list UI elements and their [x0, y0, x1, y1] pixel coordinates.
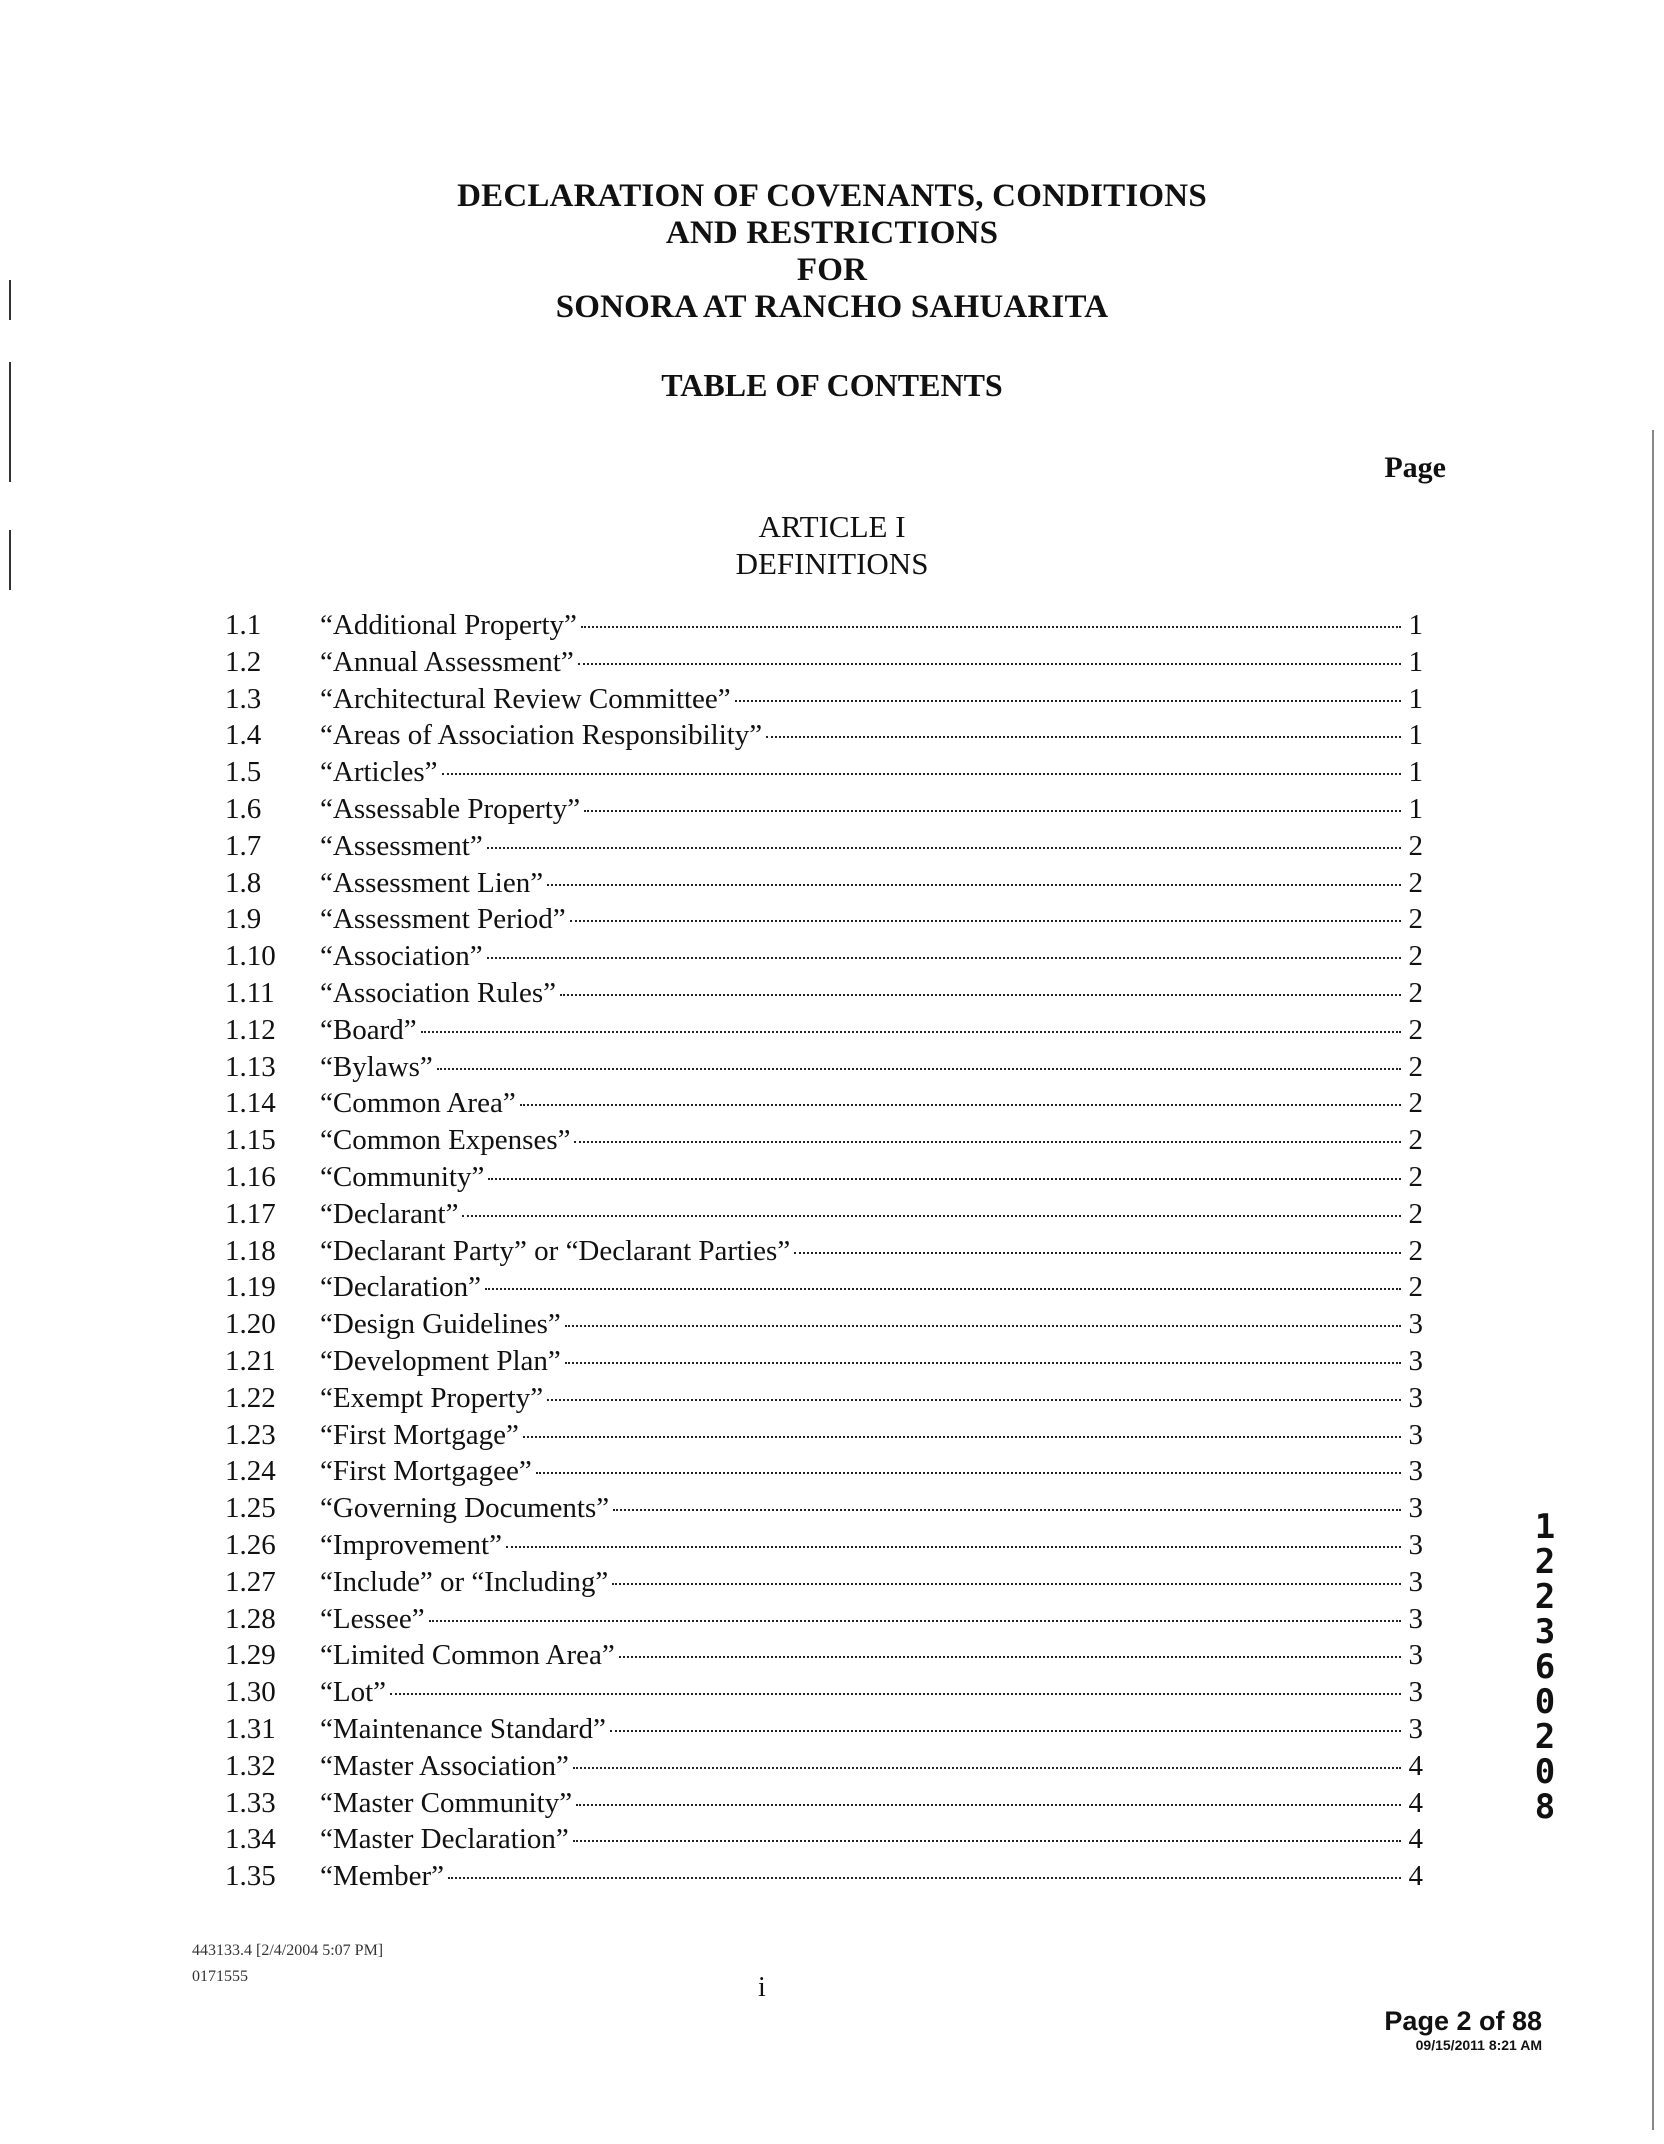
toc-entry	[225, 1601, 1423, 1638]
toc-entry-label: “Association”	[320, 940, 483, 973]
toc-entry	[225, 1748, 1423, 1785]
toc-entry-label: “First Mortgage”	[320, 1418, 519, 1451]
toc-entry-page: 3	[1408, 1418, 1423, 1451]
toc-entry-number: 1.11	[225, 976, 275, 1009]
toc-entry-number: 1.22	[225, 1381, 276, 1414]
footer-doc-id: 443133.4 [2/4/2004 5:07 PM]	[192, 1942, 384, 1959]
toc-dot-leader	[485, 1288, 1401, 1290]
toc-entry-label: “Include” or “Including”	[320, 1565, 609, 1598]
toc-entry-label: “Assessment Period”	[320, 903, 566, 936]
toc-entry-page: 1	[1408, 682, 1423, 715]
toc-entry	[225, 1527, 1423, 1564]
footer-document-id	[192, 1938, 383, 1990]
toc-dot-leader	[390, 1693, 1401, 1695]
toc-entry	[225, 1159, 1423, 1196]
toc-entry	[225, 1049, 1423, 1086]
toc-entry-page: 2	[1408, 866, 1423, 899]
toc-entry-page: 2	[1408, 903, 1423, 936]
toc-entry	[225, 1269, 1423, 1306]
toc-entry-label: “Board”	[320, 1013, 417, 1046]
toc-entry-page: 3	[1408, 1565, 1423, 1598]
toc-dot-leader	[584, 810, 1401, 812]
toc-entry	[225, 1306, 1423, 1343]
toc-heading: TABLE OF CONTENTS	[661, 367, 1003, 403]
toc-entry-label: “Association Rules”	[320, 976, 556, 1009]
toc-entry-page: 1	[1408, 756, 1423, 789]
toc-dot-leader	[523, 1436, 1401, 1438]
toc-entry-number: 1.25	[225, 1492, 276, 1525]
toc-entry-label: “Member”	[320, 1860, 444, 1893]
toc-entry-label: “Declarant Party” or “Declarant Parties”	[320, 1234, 791, 1267]
page-counter-timestamp: 09/15/2011 8:21 AM	[1415, 2037, 1542, 2053]
toc-entry-number: 1.14	[225, 1087, 276, 1120]
toc-entry-label: “Common Area”	[320, 1087, 516, 1120]
toc-dot-leader	[574, 1141, 1401, 1143]
toc-list	[225, 607, 1423, 1895]
toc-entry-page: 2	[1408, 829, 1423, 862]
toc-entry-label: “Architectural Review Committee”	[320, 682, 731, 715]
toc-dot-leader	[612, 1583, 1401, 1585]
toc-entry-page: 4	[1408, 1786, 1423, 1819]
toc-entry	[225, 975, 1423, 1012]
title-line: SONORA AT RANCHO SAHUARITA	[555, 289, 1109, 325]
toc-dot-leader	[565, 1362, 1401, 1364]
toc-entry	[225, 1012, 1423, 1049]
toc-entry-number: 1.26	[225, 1528, 276, 1561]
toc-entry-page: 3	[1408, 1308, 1423, 1341]
toc-dot-leader	[794, 1252, 1401, 1254]
toc-entry-label: “Areas of Association Responsibility”	[320, 719, 763, 752]
toc-entry	[225, 901, 1423, 938]
toc-entry-number: 1.9	[225, 903, 262, 936]
toc-dot-leader	[570, 920, 1401, 922]
toc-entry-page: 2	[1408, 1050, 1423, 1083]
toc-dot-leader	[576, 1804, 1401, 1806]
toc-dot-leader	[429, 1620, 1401, 1622]
toc-entry-label: “Design Guidelines”	[320, 1308, 561, 1341]
toc-entry-page: 2	[1408, 1234, 1423, 1267]
toc-entry-label: “Development Plan”	[320, 1344, 561, 1377]
toc-dot-leader	[448, 1877, 1401, 1879]
toc-entry-page: 2	[1408, 976, 1423, 1009]
toc-entry-label: “Master Declaration”	[320, 1823, 569, 1856]
toc-entry-number: 1.30	[225, 1676, 276, 1709]
toc-entry-label: “Master Association”	[320, 1749, 569, 1782]
toc-entry-label: “Maintenance Standard”	[320, 1712, 606, 1745]
toc-dot-leader	[547, 1399, 1401, 1401]
toc-entry-number: 1.16	[225, 1160, 276, 1193]
toc-entry-page: 2	[1408, 1124, 1423, 1157]
toc-entry-page: 4	[1408, 1823, 1423, 1856]
title-line: AND RESTRICTIONS	[665, 215, 999, 251]
toc-dot-leader	[487, 957, 1401, 959]
toc-entry-label: “Governing Documents”	[320, 1492, 610, 1525]
toc-entry-page: 3	[1408, 1639, 1423, 1672]
toc-dot-leader	[487, 847, 1401, 849]
toc-entry	[225, 1453, 1423, 1490]
toc-dot-leader	[766, 736, 1401, 738]
toc-entry	[225, 681, 1423, 718]
toc-entry-number: 1.2	[225, 645, 262, 678]
toc-entry-number: 1.1	[225, 609, 262, 641]
toc-entry	[225, 865, 1423, 902]
footer-page-number: i	[758, 1972, 766, 2003]
toc-entry	[225, 938, 1423, 975]
side-stamp: 12236 0208	[1534, 1507, 1556, 1827]
toc-entry-page: 3	[1408, 1455, 1423, 1488]
title-line: FOR	[796, 252, 868, 288]
toc-entry	[225, 1858, 1423, 1895]
toc-entry-number: 1.17	[225, 1197, 276, 1230]
toc-entry-number: 1.32	[225, 1749, 276, 1782]
toc-dot-leader	[421, 1031, 1401, 1033]
toc-entry-label: “Assessable Property”	[320, 792, 581, 825]
toc-dot-leader	[565, 1325, 1401, 1327]
toc-entry-page: 3	[1408, 1528, 1423, 1561]
toc-dot-leader	[619, 1656, 1401, 1658]
toc-entry-number: 1.8	[225, 866, 262, 899]
toc-entry-label: “First Mortgagee”	[320, 1455, 532, 1488]
toc-entry-label: “Master Community”	[320, 1786, 573, 1819]
toc-entry-number: 1.19	[225, 1271, 276, 1304]
toc-entry	[225, 1380, 1423, 1417]
toc-dot-leader	[573, 1840, 1401, 1842]
toc-entry-number: 1.21	[225, 1344, 276, 1377]
toc-dot-leader	[442, 773, 1401, 775]
toc-dot-leader	[547, 884, 1401, 886]
toc-entry-page: 2	[1408, 1271, 1423, 1304]
toc-entry-number: 1.28	[225, 1602, 276, 1635]
toc-entry	[225, 1821, 1423, 1858]
toc-entry-number: 1.18	[225, 1234, 276, 1267]
article-heading	[0, 508, 1664, 582]
toc-entry-label: “Community”	[320, 1160, 485, 1193]
toc-entry-page: 3	[1408, 1602, 1423, 1635]
toc-entry	[225, 1674, 1423, 1711]
toc-entry-label: “Lot”	[320, 1676, 387, 1709]
page-counter	[1384, 2006, 1542, 2054]
toc-entry-page: 2	[1408, 1160, 1423, 1193]
toc-entry-number: 1.13	[225, 1050, 276, 1083]
toc-entry	[225, 828, 1423, 865]
page-column-label: Page	[1384, 451, 1446, 484]
toc-entry-number: 1.3	[225, 682, 262, 715]
toc-entry-label: “Annual Assessment”	[320, 645, 574, 678]
toc-entry	[225, 1417, 1423, 1454]
toc-entry	[225, 644, 1423, 681]
document-title	[0, 178, 1664, 326]
toc-entry-number: 1.7	[225, 829, 262, 862]
toc-entry-label: “Declaration”	[320, 1271, 482, 1304]
toc-entry-page: 2	[1408, 1013, 1423, 1046]
toc-dot-leader	[488, 1178, 1401, 1180]
toc-entry-number: 1.15	[225, 1124, 276, 1157]
toc-entry-page: 3	[1408, 1676, 1423, 1709]
toc-entry	[225, 1785, 1423, 1822]
toc-dot-leader	[735, 700, 1401, 702]
toc-entry-label: “Articles”	[320, 756, 438, 789]
toc-entry	[225, 1233, 1423, 1270]
toc-dot-leader	[437, 1068, 1401, 1070]
toc-entry-page: 4	[1408, 1860, 1423, 1893]
toc-entry	[225, 1711, 1423, 1748]
toc-entry-number: 1.24	[225, 1455, 276, 1488]
toc-entry-number: 1.20	[225, 1308, 276, 1341]
article-title: DEFINITIONS	[735, 546, 929, 581]
toc-dot-leader	[578, 663, 1401, 665]
toc-dot-leader	[560, 994, 1401, 996]
toc-entry-label: “Exempt Property”	[320, 1381, 544, 1414]
toc-entry-number: 1.6	[225, 792, 262, 825]
toc-entry-label: “Lessee”	[320, 1602, 425, 1635]
toc-entry-page: 1	[1408, 719, 1423, 752]
toc-dot-leader	[536, 1472, 1401, 1474]
toc-entry-number: 1.35	[225, 1860, 276, 1893]
toc-entry-page: 1	[1408, 609, 1423, 641]
toc-dot-leader	[610, 1730, 1401, 1732]
toc-entry	[225, 1122, 1423, 1159]
article-number: ARTICLE I	[758, 509, 906, 544]
toc-entry-page: 3	[1408, 1381, 1423, 1414]
title-line: DECLARATION OF COVENANTS, CONDITIONS	[457, 178, 1207, 214]
page-counter-label: Page 2 of 88	[1384, 2006, 1542, 2036]
toc-entry-number: 1.29	[225, 1639, 276, 1672]
toc-dot-leader	[613, 1509, 1401, 1511]
toc-entry-page: 2	[1408, 1087, 1423, 1120]
toc-entry-number: 1.10	[225, 940, 276, 973]
toc-entry-page: 2	[1408, 1197, 1423, 1230]
scan-edge-mark	[1652, 430, 1654, 2130]
toc-entry-label: “Additional Property”	[320, 609, 577, 641]
toc-entry-number: 1.4	[225, 719, 262, 752]
toc-entry-number: 1.31	[225, 1712, 276, 1745]
toc-dot-leader	[462, 1215, 1401, 1217]
toc-dot-leader	[506, 1546, 1401, 1548]
toc-entry-number: 1.12	[225, 1013, 276, 1046]
toc-entry-page: 3	[1408, 1492, 1423, 1525]
toc-entry-number: 1.23	[225, 1418, 276, 1451]
toc-entry-label: “Declarant”	[320, 1197, 459, 1230]
toc-entry-number: 1.5	[225, 756, 262, 789]
toc-entry	[225, 791, 1423, 828]
toc-entry	[225, 1564, 1423, 1601]
toc-entry-label: “Bylaws”	[320, 1050, 433, 1083]
toc-entry-label: “Common Expenses”	[320, 1124, 571, 1157]
toc-entry-label: “Limited Common Area”	[320, 1639, 615, 1672]
toc-entry	[225, 1085, 1423, 1122]
toc-entry	[225, 1196, 1423, 1233]
toc-entry-number: 1.34	[225, 1823, 276, 1856]
toc-dot-leader	[581, 626, 1401, 628]
toc-entry-label: “Improvement”	[320, 1528, 502, 1561]
toc-entry-page: 3	[1408, 1712, 1423, 1745]
toc-entry	[225, 607, 1423, 644]
toc-entry-number: 1.33	[225, 1786, 276, 1819]
toc-entry-page: 4	[1408, 1749, 1423, 1782]
toc-entry	[225, 754, 1423, 791]
toc-entry-page: 1	[1408, 792, 1423, 825]
toc-entry	[225, 1490, 1423, 1527]
toc-entry	[225, 1637, 1423, 1674]
footer-matter-no: 0171555	[192, 1968, 248, 1985]
toc-entry-page: 2	[1408, 940, 1423, 973]
toc-entry-label: “Assessment”	[320, 829, 483, 862]
toc-entry-page: 3	[1408, 1344, 1423, 1377]
toc-entry-page: 1	[1408, 645, 1423, 678]
toc-dot-leader	[520, 1104, 1401, 1106]
toc-entry-label: “Assessment Lien”	[320, 866, 544, 899]
toc-entry-number: 1.27	[225, 1565, 276, 1598]
toc-dot-leader	[573, 1767, 1401, 1769]
toc-entry	[225, 1343, 1423, 1380]
toc-entry	[225, 717, 1423, 754]
